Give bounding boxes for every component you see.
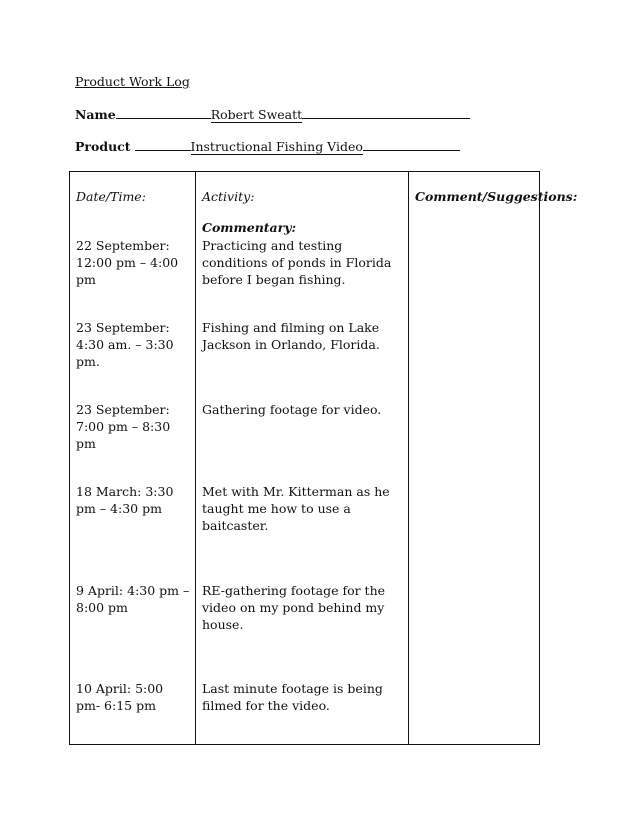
activity-column — [196, 172, 409, 745]
table-row — [70, 172, 540, 745]
date-entry: 23 September: 4:30 am. – 3:30 pm. — [76, 320, 174, 369]
date-entry: 22 September: 12:00 pm – 4:00 pm — [76, 238, 179, 287]
date-entry: 10 April: 5:00 pm- 6:15 pm — [76, 681, 164, 713]
activity-entry: Last minute footage is being filmed for the video. — [202, 681, 383, 713]
commentary-label: Commentary: — [202, 220, 297, 235]
activity-entry: RE-gathering footage for the video on my pond behind my house. — [202, 583, 386, 632]
comment-header: Comment/Suggestions: — [415, 189, 578, 204]
document-title: Product Work Log — [75, 74, 190, 89]
date-entry: 23 September: 7:00 pm – 8:30 pm — [76, 402, 171, 451]
name-underline-right — [302, 107, 470, 119]
activity-entry: Practicing and testing conditions of ponds in Florida before I began fishing. — [202, 238, 392, 287]
activity-header: Activity: — [202, 189, 255, 204]
activity-entry: Gathering footage for video. — [202, 402, 382, 417]
product-label: Product — [75, 139, 131, 154]
product-underline-left — [135, 139, 191, 151]
date-header: Date/Time: — [76, 189, 146, 204]
date-entry: 9 April: 4:30 pm – 8:00 pm — [76, 583, 190, 615]
product-underline-right — [363, 139, 460, 151]
name-line — [75, 107, 470, 122]
name-value: Robert Sweatt — [210, 107, 303, 122]
date-column — [70, 172, 196, 745]
activity-entry: Met with Mr. Kitterman as he taught me how to use a baitcaster. — [202, 484, 390, 533]
name-label: Name — [75, 107, 116, 122]
work-log-table — [69, 171, 578, 745]
date-entry: 18 March: 3:30 pm – 4:30 pm — [76, 484, 174, 516]
product-line — [75, 139, 460, 154]
name-underline-left — [116, 107, 211, 119]
activity-entry: Fishing and filming on Lake Jackson in Orlando, Florida. — [202, 320, 380, 352]
comment-column — [409, 172, 578, 745]
product-value: Instructional Fishing Video — [190, 139, 363, 154]
